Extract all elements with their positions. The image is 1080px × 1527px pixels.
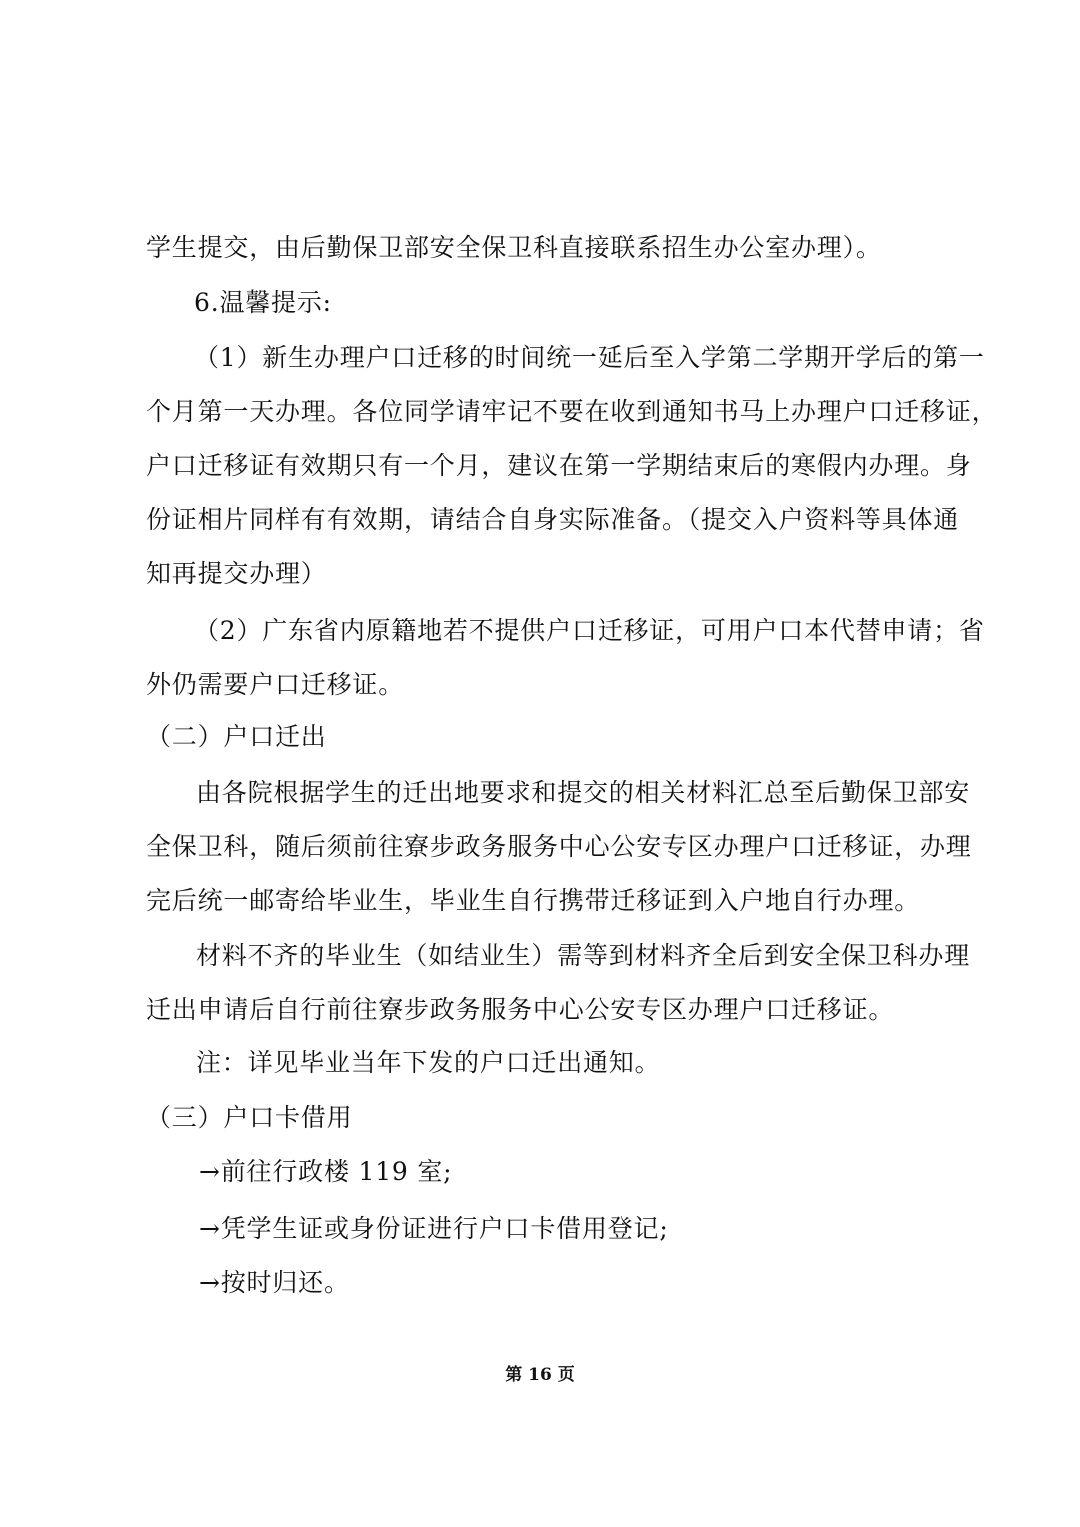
list-item: →前往行政楼 119 室; [199,1157,453,1186]
list-item: →按时归还。 [199,1268,350,1297]
section-heading: 6.温馨提示: [194,288,332,317]
paragraph-line: 迁出申请后自行前往寮步政务服务中心公安专区办理户口迁移证。 [146,995,895,1024]
note-line: 注：详见毕业当年下发的户口迁出通知。 [196,1048,661,1077]
list-item: →凭学生证或身份证进行户口卡借用登记; [199,1214,669,1243]
paragraph-line: 学生提交，由后勤保卫部安全保卫科直接联系招生办公室办理）。 [146,233,882,262]
section-heading: （三）户口卡借用 [146,1103,353,1132]
paragraph-line: 户口迁移证有效期只有一个月，建议在第一学期结束后的寒假内办理。身 [146,451,972,480]
paragraph-line: 材料不齐的毕业生（如结业生）需等到材料齐全后到安全保卫科办理 [196,941,971,970]
section-heading: （二）户口迁出 [146,722,327,751]
page-number: 第 16 页 [505,1365,575,1385]
paragraph-line: 知再提交办理） [146,559,327,588]
paragraph-line: 份证相片同样有有效期，请结合自身实际准备。（提交入户资料等具体通 [146,505,960,534]
paragraph-line: 外仍需要户口迁移证。 [146,670,405,699]
paragraph-line: 完后统一邮寄给毕业生，毕业生自行携带迁移证到入户地自行办理。 [146,886,921,915]
paragraph-line: 由各院根据学生的迁出地要求和提交的相关材料汇总至后勤保卫部安 [196,778,971,807]
paragraph-line: 全保卫科，随后须前往寮步政务服务中心公安专区办理户口迁移证，办理 [146,832,972,861]
paragraph-line: （2）广东省内原籍地若不提供户口迁移证，可用户口本代替申请；省 [194,616,985,645]
paragraph-line: 个月第一天办理。各位同学请牢记不要在收到通知书马上办理户口迁移证， [146,397,998,426]
paragraph-line: （1）新生办理户口迁移的时间统一延后至入学第二学期开学后的第一 [194,343,985,372]
